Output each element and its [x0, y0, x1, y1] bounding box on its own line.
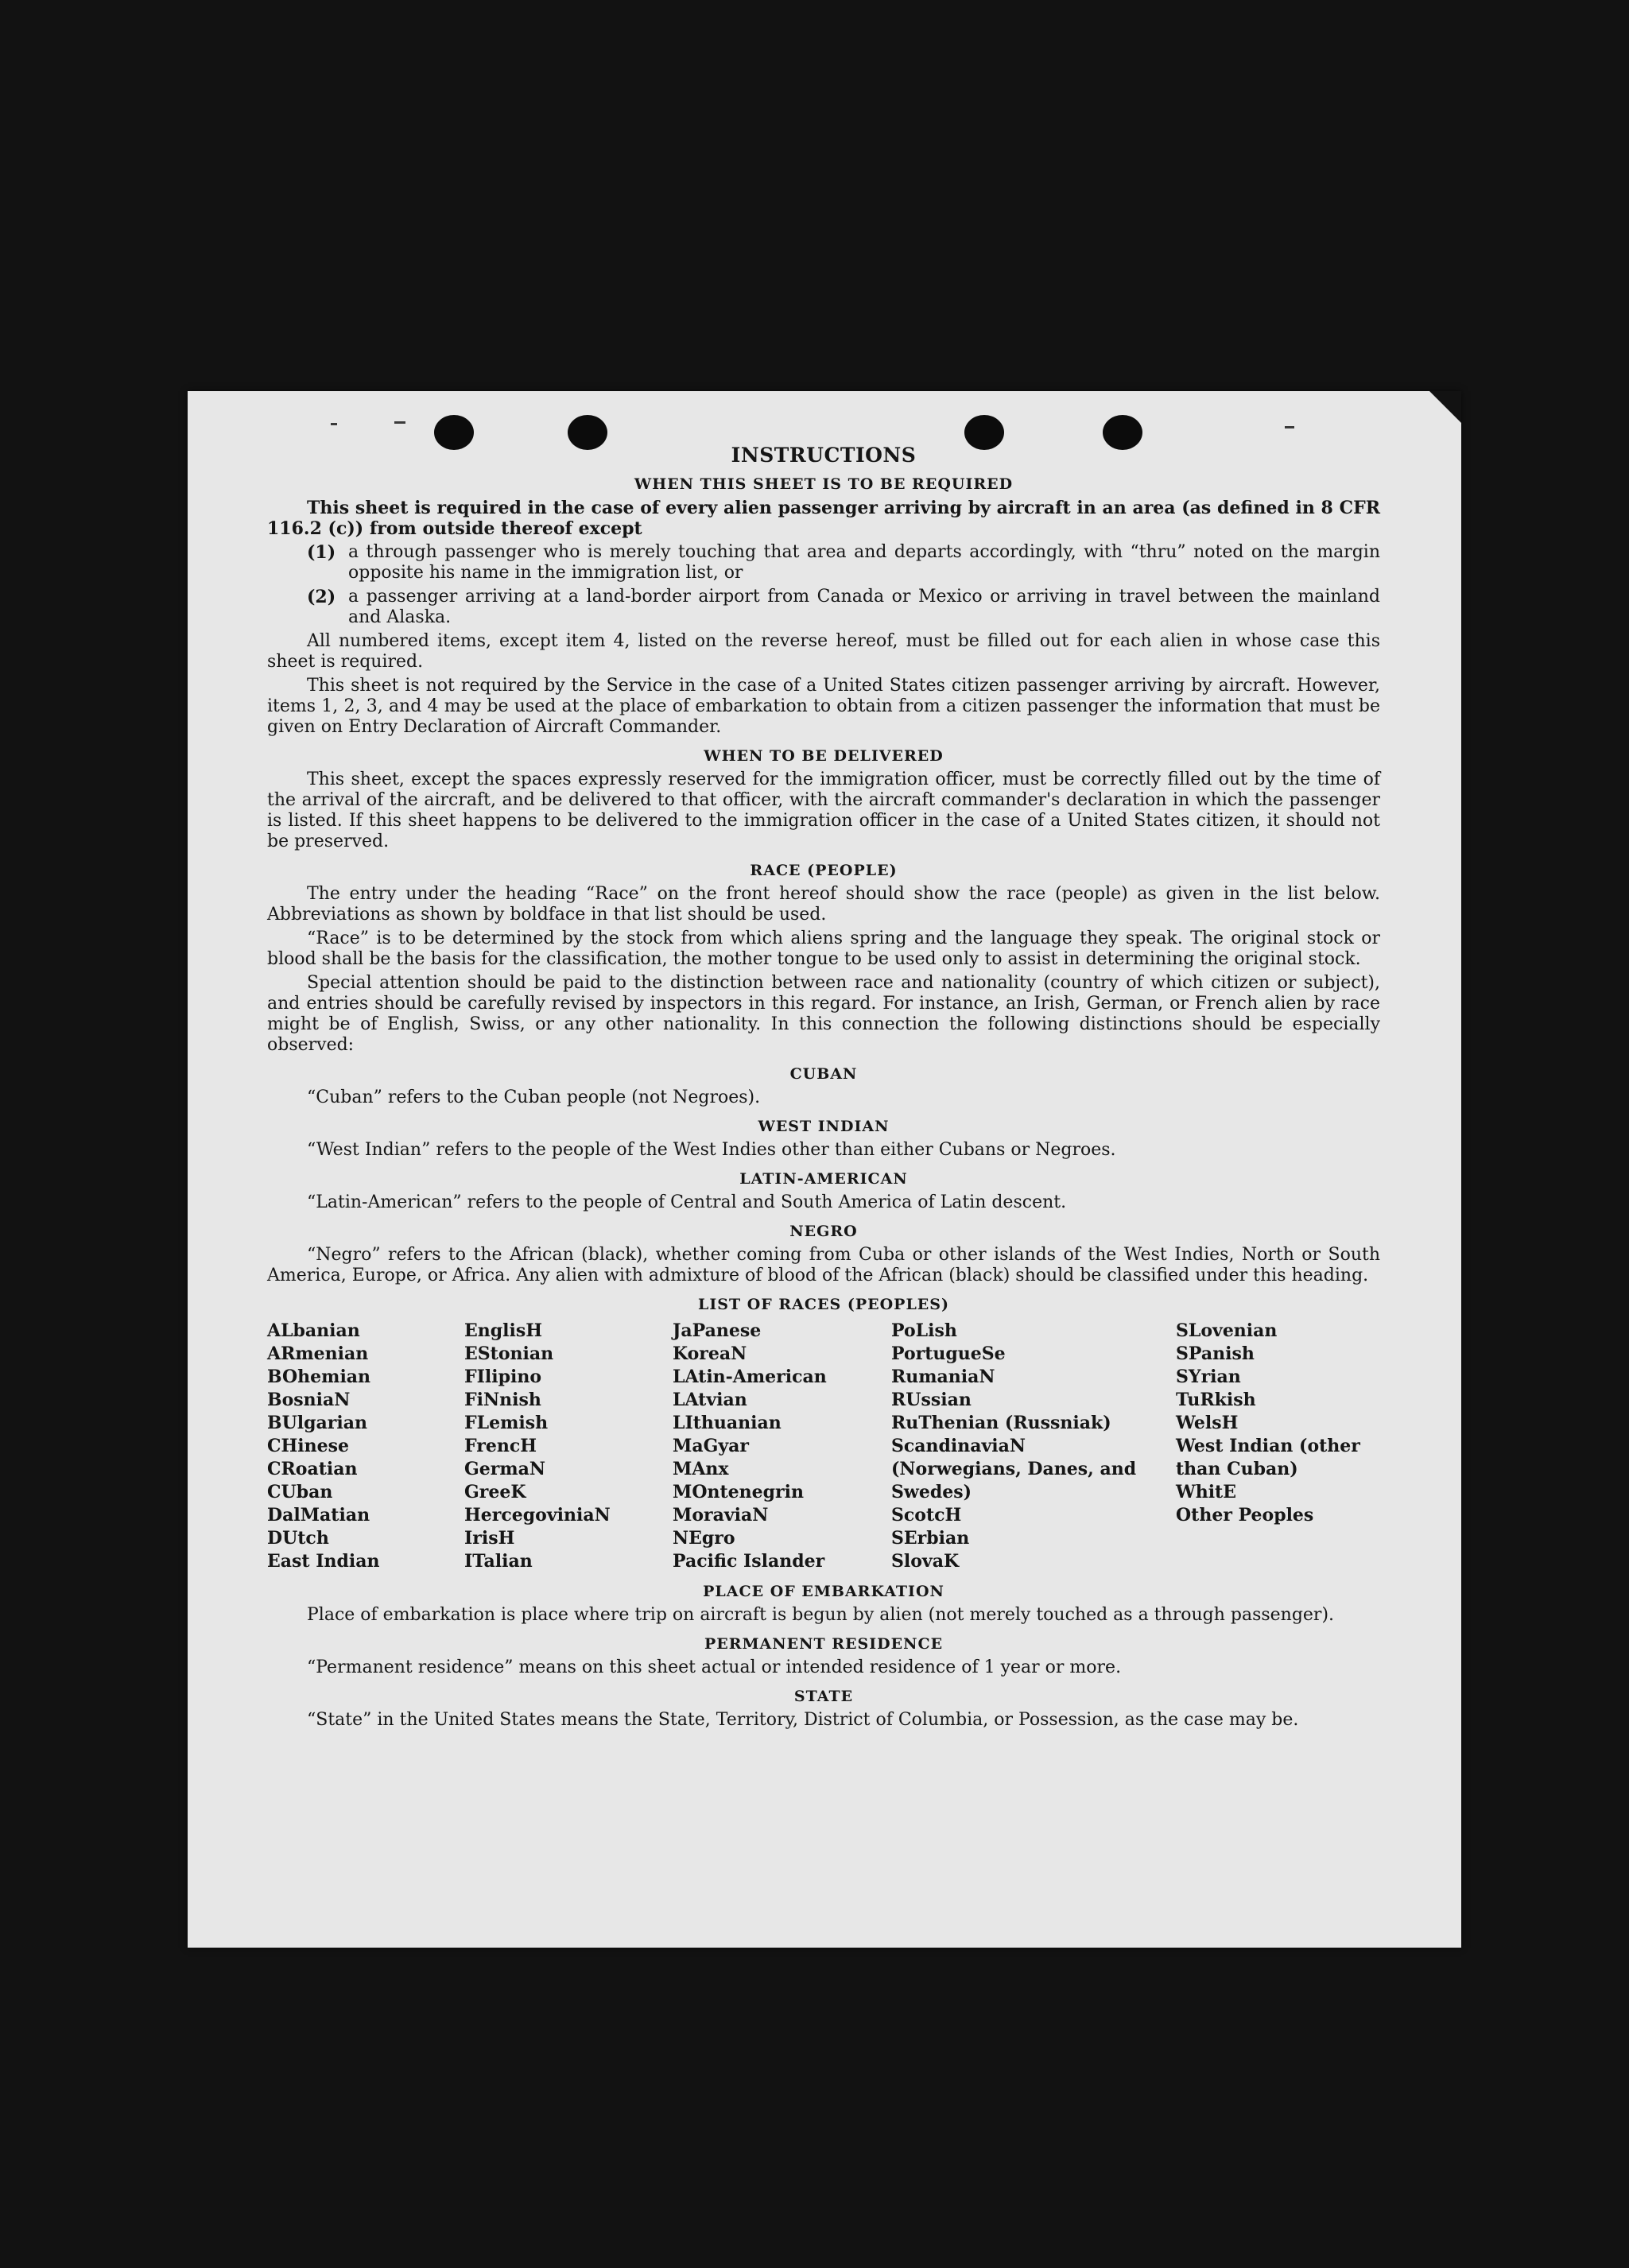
section-heading: WEST INDIAN [758, 1118, 890, 1135]
race-entry: DalMatian [267, 1505, 370, 1526]
race-entry: West Indian (other than Cuban) [1176, 1436, 1360, 1479]
race-entry: LIthuanian [673, 1413, 782, 1433]
item-number: (2) [307, 587, 336, 607]
numbered-item [267, 542, 1380, 583]
race-entry: TuRkish [1176, 1390, 1256, 1410]
section-heading: STATE [793, 1688, 854, 1705]
section-heading: PLACE OF EMBARKATION [703, 1583, 944, 1600]
race-entry: ScotcH [891, 1505, 962, 1526]
race-entry: CHinese [267, 1436, 350, 1456]
race-entry: FrencH [464, 1436, 537, 1456]
race-entry: SlovaK [891, 1551, 960, 1572]
race-entry: CUban [267, 1482, 333, 1502]
race-entry: Pacific Islander [673, 1551, 825, 1572]
race-entry: EnglisH [464, 1320, 543, 1341]
race-entry: FIlipino [464, 1367, 542, 1387]
race-entry: DUtch [267, 1528, 329, 1549]
instructions-body [267, 445, 1380, 1734]
race-entry: RuThenian (Russniak) [891, 1413, 1111, 1433]
paragraph: This sheet is required in the case of every alien passenger arriving by aircraft in an area (as defined in 8 CFR 116.2 (c)) from outside thereof except [267, 498, 1380, 539]
race-entry: CRoatian [267, 1459, 358, 1479]
race-entry: HercegoviniaN [464, 1505, 611, 1526]
paragraph: “West Indian” refers to the people of the West Indies other than either Cubans or Negroes. [307, 1140, 1116, 1160]
paragraph: “Cuban” refers to the Cuban people (not Negroes). [307, 1087, 761, 1107]
item-text: a through passenger who is merely touching that area and departs accordingly, with “thru” noted on the margin opposite his name in the immigration list, or [348, 542, 1380, 583]
race-entry: WhitE [1176, 1482, 1236, 1502]
race-entry: MAnx [673, 1459, 729, 1479]
race-entry: BOhemian [267, 1367, 371, 1387]
race-entry: JaPanese [673, 1320, 762, 1341]
race-entry: MOntenegrin [673, 1482, 804, 1502]
item-text: a passenger arriving at a land-border airport from Canada or Mexico or arriving in travel between the mainland and Alaska. [348, 587, 1380, 627]
item-number: (1) [307, 542, 336, 563]
race-entry: EStonian [464, 1343, 554, 1364]
race-entry: ALbanian [267, 1320, 360, 1341]
race-entry: FLemish [464, 1413, 549, 1433]
race-entry: MaGyar [673, 1436, 750, 1456]
scan-speck [331, 423, 337, 425]
race-entry: RUssian [891, 1390, 972, 1410]
race-entry: NEgro [673, 1528, 735, 1549]
section-heading: PERMANENT RESIDENCE [704, 1635, 944, 1653]
race-entry: KoreaN [673, 1343, 747, 1364]
numbered-item [267, 587, 1380, 628]
race-entry: IrisH [464, 1528, 515, 1549]
race-entry: PortugueSe [891, 1343, 1006, 1364]
section-heading: WHEN TO BE DELIVERED [704, 747, 944, 765]
paragraph: The entry under the heading “Race” on the front hereof should show the race (people) as given in the list below. Abbreviations as shown by boldface in that list should be used. [267, 884, 1380, 925]
race-entry: LAtvian [673, 1390, 747, 1410]
race-entry: GreeK [464, 1482, 526, 1502]
race-entry: LAtin-American [673, 1367, 827, 1387]
race-column [267, 1320, 464, 1573]
page-title: INSTRUCTIONS [731, 444, 917, 467]
paragraph: “Latin-American” refers to the people of Central and South America of Latin descent. [307, 1192, 1067, 1212]
race-entry: SPanish [1176, 1343, 1255, 1364]
race-column [464, 1320, 673, 1573]
race-column [673, 1320, 891, 1573]
paragraph: Place of embarkation is place where trip on aircraft is begun by alien (not merely touched as a through passenger). [307, 1605, 1335, 1625]
race-entry: PoLish [891, 1320, 957, 1341]
section-heading: LIST OF RACES (PEOPLES) [698, 1296, 949, 1313]
paragraph: This sheet, except the spaces expressly reserved for the immigration officer, must be correctly filled out by the time of the arrival of the aircraft, and be delivered to that officer, with the aircraft commander's declaration in which the passenger is listed. If this sheet happens to be delivered to the immigration officer in the case of a United States citizen, it should not be preserved. [267, 770, 1380, 851]
paragraph: “State” in the United States means the State, Territory, District of Columbia, or Possession, as the case may be. [307, 1710, 1299, 1730]
paragraph: Special attention should be paid to the distinction between race and nationality (country of which citizen or subject), and entries should be carefully revised by inspectors in this regard. For instance, an Irish, German, or French alien by race might be of English, Swiss, or any other nationality. In this connection the following distinctions should be especially observed: [267, 973, 1380, 1055]
race-entry: BosniaN [267, 1390, 351, 1410]
race-entry: SYrian [1176, 1367, 1241, 1387]
paragraph: “Race” is to be determined by the stock from which aliens spring and the language they speak. The original stock or blood shall be the basis for the classification, the mother tongue to be used only to assist in determining the original stock. [267, 929, 1380, 969]
paragraph: This sheet is not required by the Service in the case of a United States citizen passenger arriving by aircraft. However, items 1, 2, 3, and 4 may be used at the place of embarkation to obtain from a citizen passenger the information that must be given on Entry Declaration of Aircraft Commander. [267, 676, 1380, 737]
race-entry: MoraviaN [673, 1505, 769, 1526]
race-entry: Other Peoples [1176, 1505, 1314, 1526]
race-entry: WelsH [1176, 1413, 1239, 1433]
folded-corner [1429, 391, 1461, 423]
race-entry: RumaniaN [891, 1367, 995, 1387]
race-entry: ARmenian [267, 1343, 369, 1364]
race-column [891, 1320, 1176, 1573]
scan-speck [1285, 426, 1294, 428]
section-heading: LATIN-AMERICAN [739, 1170, 908, 1188]
section-heading: WHEN THIS SHEET IS TO BE REQUIRED [634, 475, 1014, 493]
race-column [1176, 1320, 1380, 1573]
race-entry: ScandinaviaN (Norwegians, Danes, and Swedes) [891, 1436, 1137, 1502]
race-entry: SLovenian [1176, 1320, 1278, 1341]
scan-speck [394, 421, 405, 424]
section-heading: RACE (PEOPLE) [750, 862, 898, 879]
race-entry: GermaN [464, 1459, 546, 1479]
paragraph: All numbered items, except item 4, listed on the reverse hereof, must be filled out for each alien in whose case this sheet is required. [267, 631, 1380, 672]
race-entry: FiNnish [464, 1390, 541, 1410]
paragraph: “Permanent residence” means on this sheet actual or intended residence of 1 year or more. [307, 1657, 1122, 1677]
race-list [267, 1320, 1380, 1573]
paragraph: “Negro” refers to the African (black), whether coming from Cuba or other islands of the West Indies, North or South America, Europe, or Africa. Any alien with admixture of blood of the African (black) should be classified under this heading. [267, 1245, 1380, 1285]
race-entry: East Indian [267, 1551, 380, 1572]
race-entry: SErbian [891, 1528, 970, 1549]
section-heading: CUBAN [789, 1065, 858, 1083]
document-page [188, 391, 1461, 1948]
section-heading: NEGRO [789, 1223, 858, 1240]
race-entry: ITalian [464, 1551, 533, 1572]
race-entry: BUlgarian [267, 1413, 367, 1433]
